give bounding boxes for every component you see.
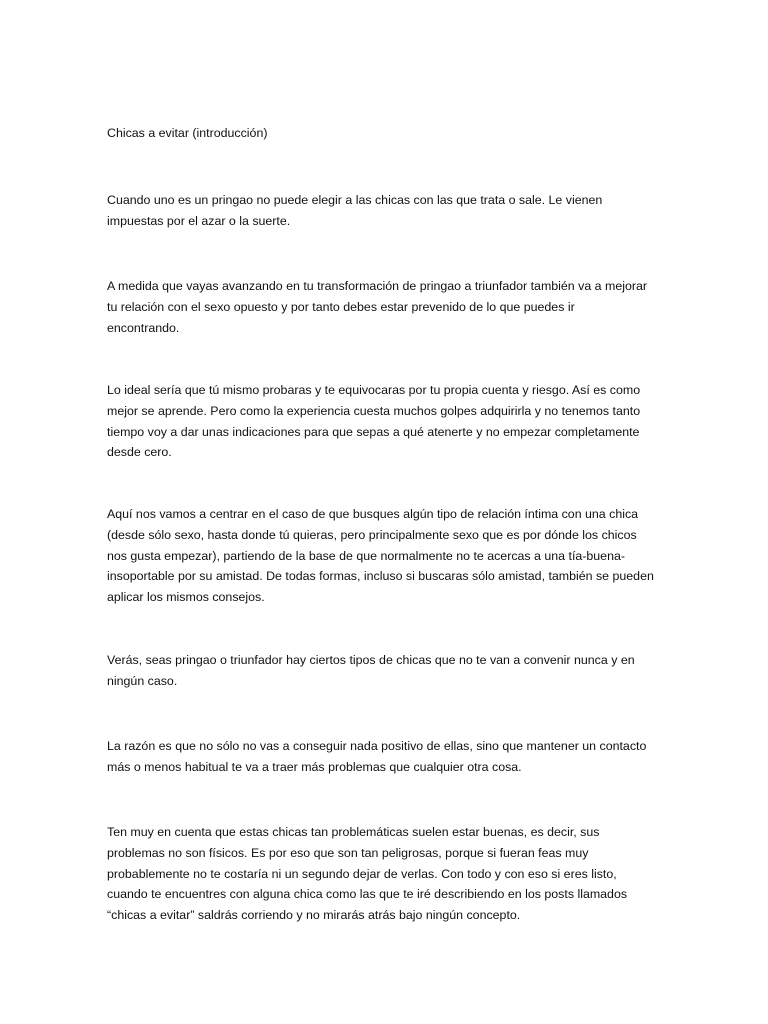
paragraph: Verás, seas pringao o triunfador hay ciertos tipos de chicas que no te van a convenir nunca y en ningún caso. xyxy=(107,653,635,688)
paragraph: A medida que vayas avanzando en tu transformación de pringao a triunfador también va a mejorar tu relación con el sexo opuesto y por tanto debes estar prevenido de lo que puedes ir encontrando. xyxy=(107,279,648,335)
paragraph: La razón es que no sólo no vas a conseguir nada positivo de ellas, sino que mantener un contacto más o menos habitual te va a traer más problemas que cualquier otra cosa. xyxy=(107,739,647,774)
paragraph: Cuando uno es un pringao no puede elegir a las chicas con las que trata o sale. Le vienen impuestas por el azar o la suerte. xyxy=(107,193,603,228)
paragraph: Ten muy en cuenta que estas chicas tan problemáticas suelen estar buenas, es decir, sus problemas no son físicos. Es por eso que son tan peligrosas, porque si fueran feas muy probablemente no te costaría ni un segundo dejar de verlas. Con todo y con eso si eres listo, cuando te encuentres con alguna chica como las que te iré describiendo en los posts llamados “chicas a evitar” saldrás corriendo y no mirarás atrás bajo ningún concepto. xyxy=(107,825,628,923)
document-title: Chicas a evitar (introducción) xyxy=(107,126,268,140)
paragraph: Aquí nos vamos a centrar en el caso de que busques algún tipo de relación íntima con una chica (desde sólo sexo, hasta donde tú quieras, pero principalmente sexo que es por dónde los chicos nos gusta empezar), partiendo de la base de que normalmente no te acercas a una tía-buena- insoportable por su amistad. De todas formas, incluso si buscaras sólo amistad, también se pueden aplicar los mismos consejos. xyxy=(107,507,654,605)
paragraph: Lo ideal sería que tú mismo probaras y te equivocaras por tu propia cuenta y riesgo. Así es como mejor se aprende. Pero como la experiencia cuesta muchos golpes adquirirla y no tenemos tanto tiempo voy a dar unas indicaciones para que sepas a qué atenerte y no empezar completamente desde cero. xyxy=(107,383,641,460)
